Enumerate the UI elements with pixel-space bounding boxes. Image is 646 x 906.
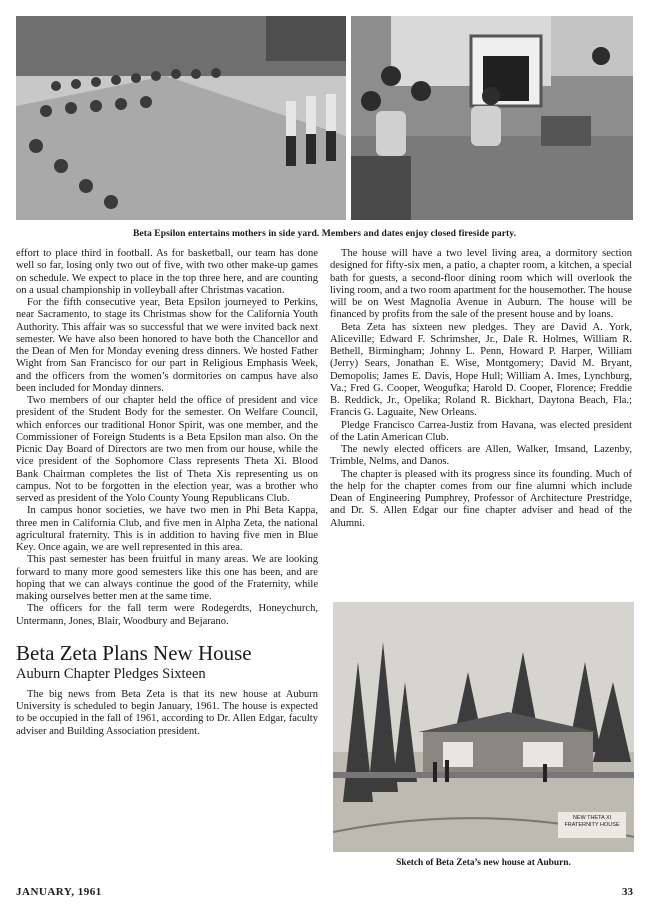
photo-mothers-side-yard <box>16 16 346 220</box>
photo-fireside-party <box>351 16 633 220</box>
paragraph: This past semester has been fruitful in many areas. We are looking forward to many more good semesters like this one has been, and are hoping that we can always continue the good of the Fraternity, while making ourselves better men at the same time. <box>16 554 318 602</box>
paragraph: The chapter is pleased with its progress since its founding. Much of the help for the chapter comes from our fine alumni which include Dean of Engineering Pumphrey, Professor of Architecture Prestridge, and Dr. S. Allen Edgar our fine chapter adviser and head of the Alumni. <box>330 468 632 529</box>
article-heading: Beta Zeta Plans New House <box>16 640 252 665</box>
paragraph: The house will have a two level living area, a dormitory section designed for fifty-six men, a patio, a chapter room, a kitchen, a special bath for guests, a second-floor dining room which will overlook the living room, and a two room apartment for the housemother. The house will be on West Magnolia Avenue in Auburn. The house will be financed by profits from the sale of the present house and by loans. <box>330 248 632 321</box>
issue-date: JANUARY, 1961 <box>16 886 102 898</box>
top-photo-caption: Beta Epsilon entertains mothers in side yard. Members and dates enjoy closed fireside party. <box>132 228 517 239</box>
left-column <box>16 248 318 738</box>
paragraph: The officers for the fall term were Rodegerdts, Honeychurch, Untermann, Jones, Blair, Woodbury and Bejarano. <box>16 603 318 627</box>
house-sketch <box>333 602 634 852</box>
right-column <box>330 248 632 530</box>
sketch-caption: Sketch of Beta Zeta’s new house at Auburn. <box>396 858 571 868</box>
paragraph: In campus honor societies, we have two men in Phi Beta Kappa, three men in California Club, and five men in Alpha Zeta, the national agricultural fraternity. This is in addition to having five men in Blue Key. Once again, we are well represented in this area. <box>16 505 318 553</box>
paragraph: Two members of our chapter held the office of president and vice president of the Student Body for the semester. On Welfare Council, which enforces our traditional Honor Spirit, was one member, and the Commissioner of Foreign Students is a Beta Epsilon man also. On the Picnic Day Board of Directors are two men from our house, while the vice president of the Sophomore Class represents Theta Xi. Blood Bank Chairman completes the list of Theta Xis representing us on campus. Not to be forgotten in the election year, was a brother who served as president of the Yolo County Young Republicans Club. <box>16 395 318 504</box>
paragraph: Beta Zeta has sixteen new pledges. They are David A. York, Aliceville; Edward F. Schrimsher, Jr., Dale R. Holmes, William R. Bethell, Birmingham; Johnny L. Penn, Howard P. Harper, William (Jerry) Sears, Jonathan E. Wise, Montgomery; David M. Bryant, Demopolis; James E. Davis, Hope Hull; William A. Imes, Lynchburg, Va.; Fred G. Cooper, Weogufka; Harold D. Cooper, Florence; Freddie B. Reddick, Jr., Opelika; Roland R. Bickhart, Daytona Beach, Fla.; Francis G. Laguaite, New Orleans. <box>330 321 632 419</box>
paragraph: For the fifth consecutive year, Beta Epsilon journeyed to Perkins, near Sacramento, to stage its Christmas show for the California Youth Authority. This affair was so successful that we were invited back next semester. We have also been honored to have both the Chancellor and the Dean of Men for Monday evening dress dinners. We hosted Father Wight from San Francisco for our part in Religious Emphasis Week, and the officers from the women’s dormitories on campus have also been included for Monday dinners. <box>16 297 318 394</box>
paragraph: The newly elected officers are Allen, Walker, Imsand, Lazenby, Trimble, Nelms, and Danos. <box>330 444 632 468</box>
page-number: 33 <box>622 886 633 898</box>
article-subheading: Auburn Chapter Pledges Sixteen <box>16 665 206 682</box>
sketch-label: NEW THETA XI FRATERNITY HOUSE <box>564 815 620 828</box>
paragraph: Pledge Francisco Carrea-Justiz from Havana, was elected president of the Latin American Club. <box>330 419 632 443</box>
paragraph: The big news from Beta Zeta is that its new house at Auburn University is scheduled to begin January, 1961. The house is expected to be occupied in the fall of 1961, according to Dr. Allen Edgar, faculty adviser and Building Association president. <box>16 688 318 737</box>
paragraph: effort to place third in football. As for basketball, our team has done well so far, losing only two out of five, with two other make-up games on schedule. We expect to place in the top three here, and are counting on a usual championship in volleyball after Christmas vacation. <box>16 248 318 296</box>
